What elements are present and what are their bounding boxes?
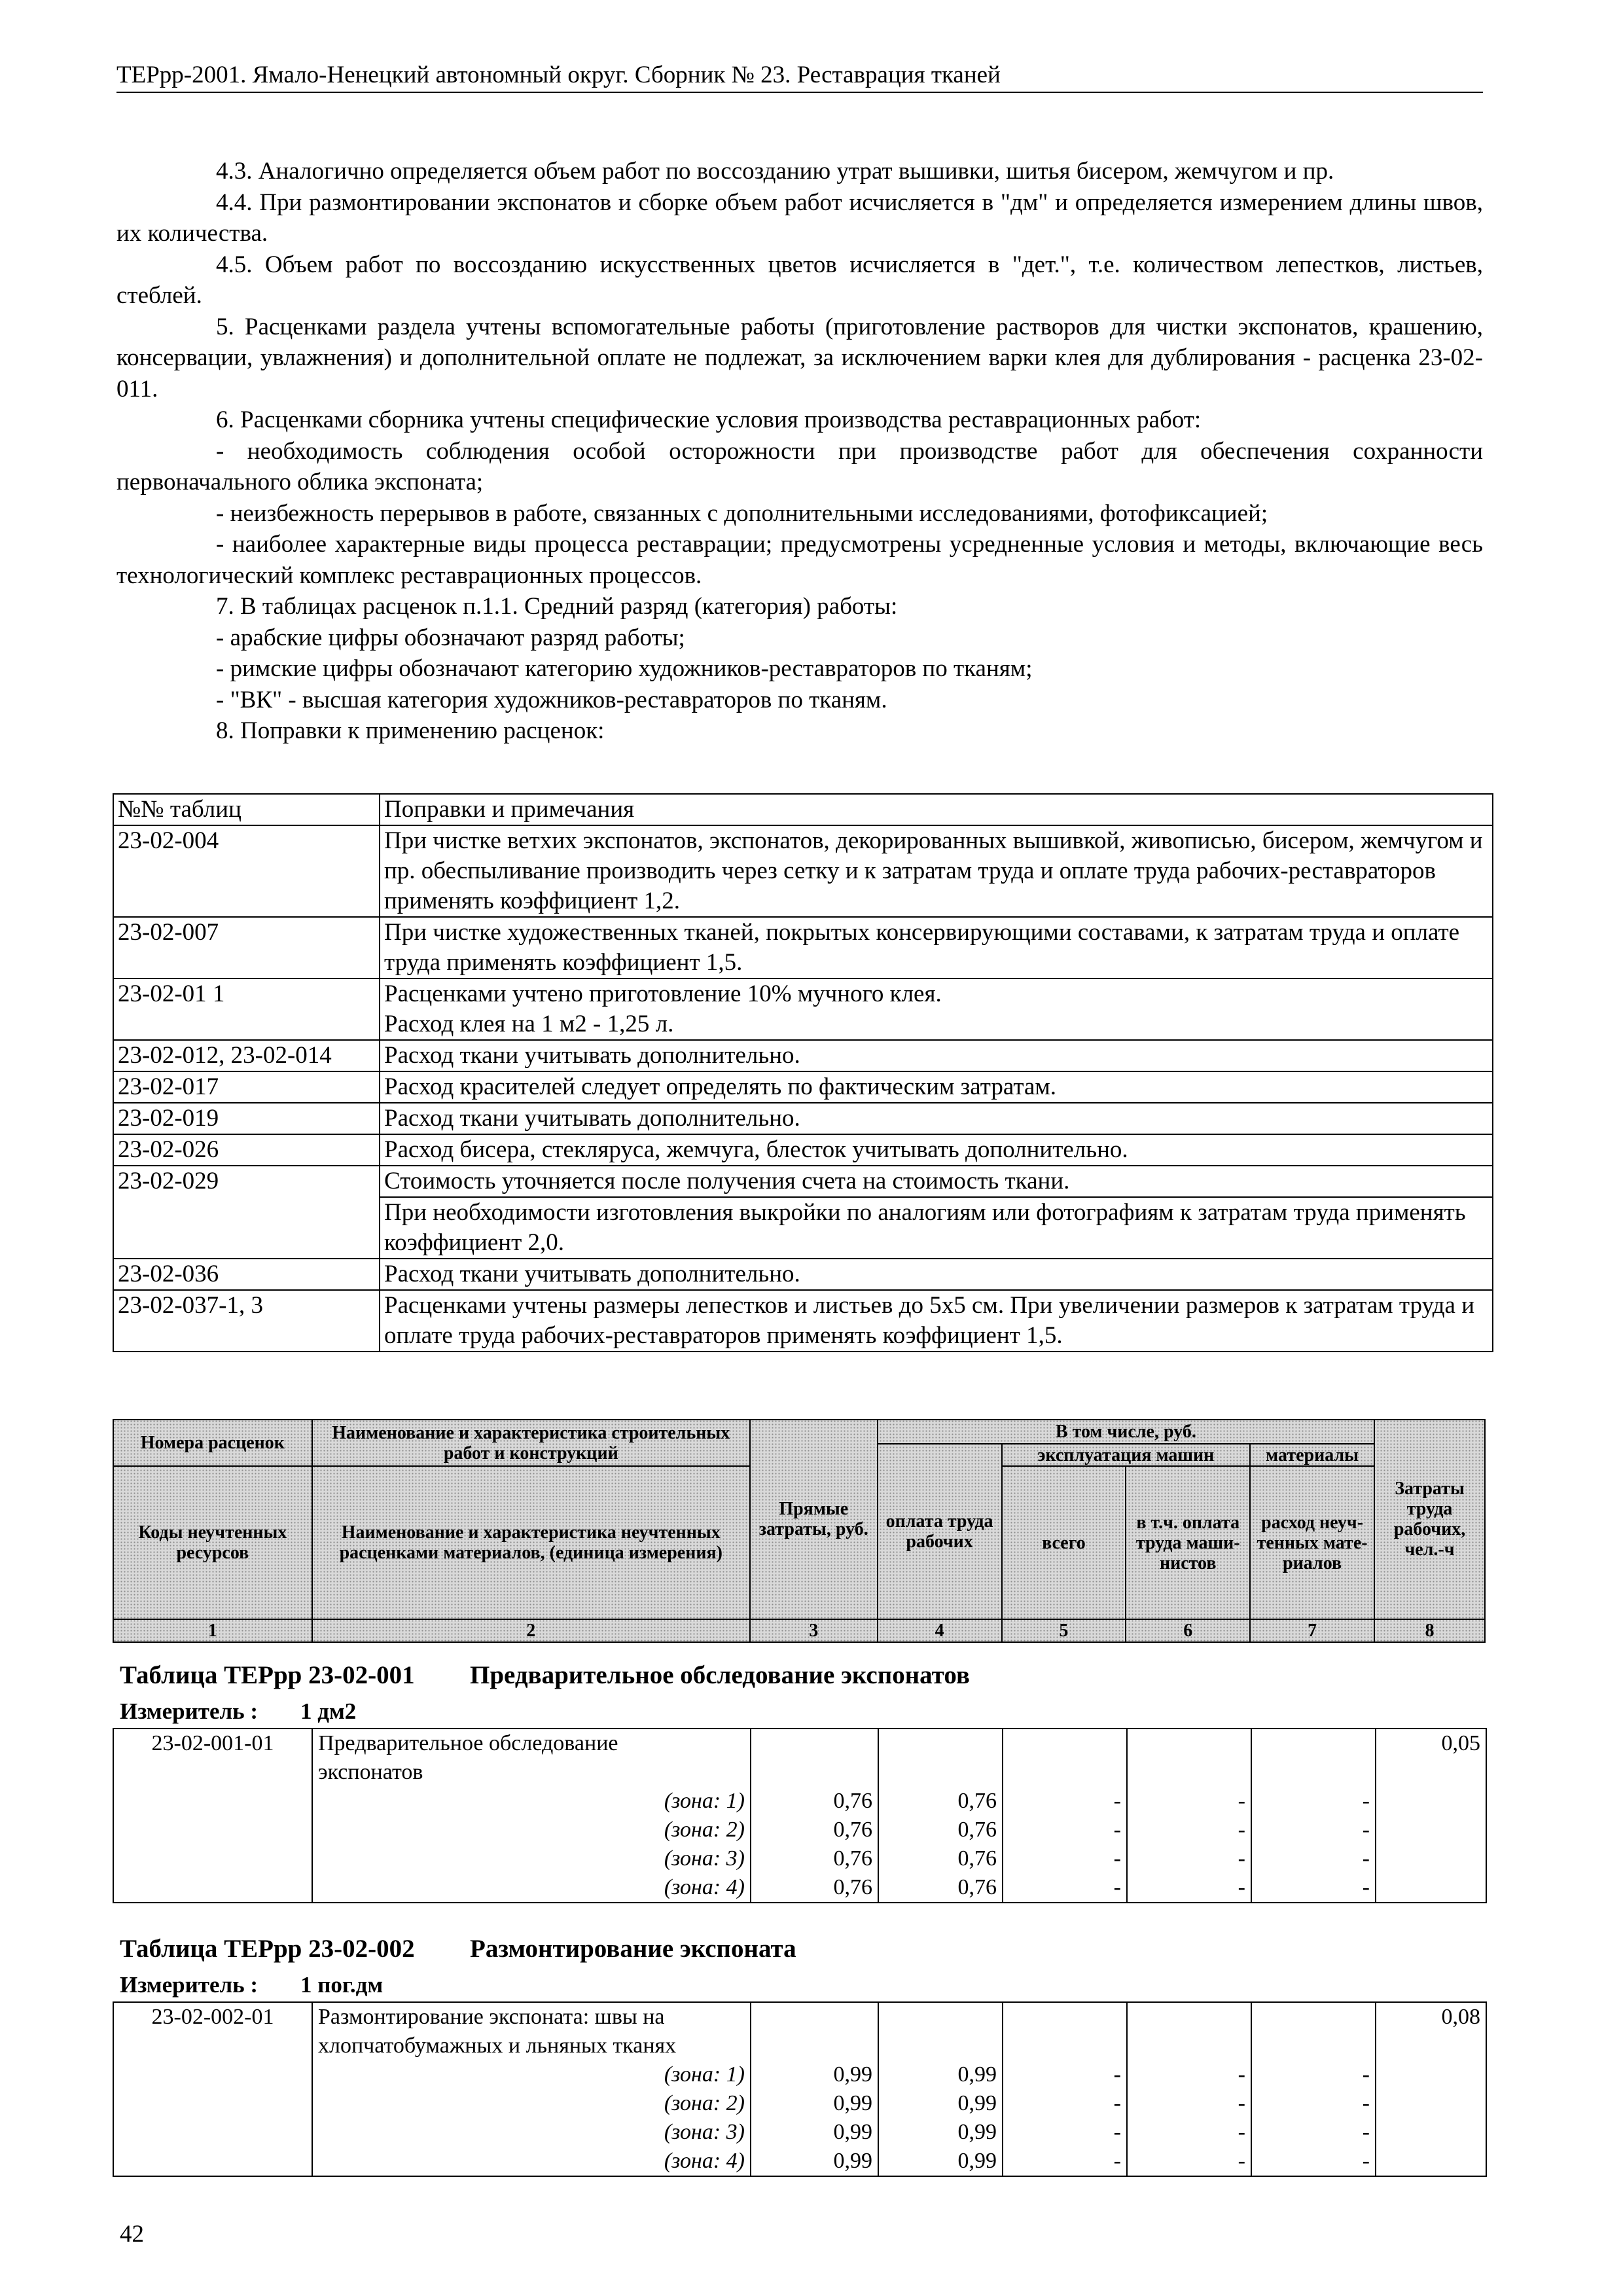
correction-text-cell: Расход ткани учитывать дополнительно. bbox=[380, 1103, 1493, 1134]
page-header: ТЕРрр-2001. Ямало-Ненецкий автономный округ. Сборник № 23. Реставрация тканей bbox=[116, 60, 1483, 93]
table-code-cell: 23-02-029 bbox=[113, 1166, 380, 1259]
table-row bbox=[113, 1259, 1493, 1290]
materials-cost: - bbox=[1251, 1816, 1376, 1844]
table-row bbox=[113, 1290, 1493, 1352]
rate-name-continued: экспонатов bbox=[312, 1758, 751, 1787]
header-direct-costs: Прямые затраты, руб. bbox=[750, 1420, 878, 1619]
materials-cost: - bbox=[1251, 1787, 1376, 1816]
machines-cost: - bbox=[1003, 2089, 1127, 2118]
column-number: 7 bbox=[1250, 1619, 1374, 1642]
correction-text-cell: Расход ткани учитывать дополнительно. bbox=[380, 1259, 1493, 1290]
labor-value: 0,08 bbox=[1376, 2002, 1486, 2032]
table-code: Таблица ТЕРрр 23-02-001 bbox=[120, 1661, 415, 1689]
table-code-cell: 23-02-004 bbox=[113, 825, 380, 917]
note-paragraph: 4.3. Аналогично определяется объем работ по воссозданию утрат вышивки, шитья бисером, жемчугом и пр. bbox=[216, 158, 1334, 185]
rate-name: Размонтирование экспоната: швы на bbox=[312, 2002, 751, 2032]
machinists-wages: - bbox=[1127, 1787, 1251, 1816]
machinists-wages: - bbox=[1127, 2089, 1251, 2118]
unit-label: Измеритель : bbox=[120, 1972, 259, 1998]
page-number: 42 bbox=[120, 2221, 144, 2248]
column-number: 5 bbox=[1002, 1619, 1126, 1642]
table-title bbox=[120, 1660, 970, 1691]
column-number: 8 bbox=[1374, 1619, 1485, 1642]
note-paragraph: 6. Расценками сборника учтены специфические условия производства реставрационных работ: bbox=[216, 406, 1202, 433]
table-row bbox=[113, 1166, 1493, 1197]
table-code-cell: 23-02-01 1 bbox=[113, 978, 380, 1040]
direct-cost: 0,99 bbox=[751, 2089, 878, 2118]
machines-cost: - bbox=[1003, 2147, 1127, 2176]
machines-cost: - bbox=[1003, 2060, 1127, 2089]
materials-cost: - bbox=[1251, 2118, 1376, 2147]
table-row bbox=[113, 2002, 1486, 2032]
table-row bbox=[113, 2147, 1486, 2176]
table-code-cell: 23-02-017 bbox=[113, 1071, 380, 1103]
note-paragraph: 8. Поправки к применению расценок: bbox=[216, 717, 605, 744]
header-labor-costs: Затраты труда рабочих, чел.-ч bbox=[1374, 1420, 1485, 1619]
wages-cost: 0,76 bbox=[878, 1787, 1003, 1816]
table-row bbox=[113, 1758, 1486, 1787]
table-code-cell: 23-02-026 bbox=[113, 1134, 380, 1166]
table-row bbox=[113, 1040, 1493, 1071]
table-code-cell: 23-02-007 bbox=[113, 917, 380, 978]
materials-cost: - bbox=[1251, 2147, 1376, 2176]
unit-label: Измеритель : bbox=[120, 1698, 259, 1724]
note-paragraph: - римские цифры обозначают категорию художников-реставраторов по тканям; bbox=[216, 655, 1033, 682]
unit-line bbox=[120, 1698, 356, 1725]
table-row bbox=[113, 2032, 1486, 2060]
correction-text-cell: Расценками учтены размеры лепестков и листьев до 5х5 см. При увеличении размеров к затратам труда и оплате труда рабочих-реставраторов применять коэффициент 1,5. bbox=[380, 1290, 1493, 1352]
correction-text-cell: Расход бисера, стекляруса, жемчуга, блесток учитывать дополнительно. bbox=[380, 1134, 1493, 1166]
table-row bbox=[113, 2089, 1486, 2118]
machinists-wages: - bbox=[1127, 2060, 1251, 2089]
header-machines: эксплуатация машин bbox=[1002, 1444, 1251, 1466]
table-row bbox=[113, 2118, 1486, 2147]
zone-label: (зона: 4) bbox=[312, 1873, 751, 1903]
correction-text-cell: Расход ткани учитывать дополнительно. bbox=[380, 1040, 1493, 1071]
note-paragraph: - необходимость соблюдения особой осторожности при производстве работ для обеспечения сохранности первоначального облика экспоната; bbox=[116, 437, 1483, 495]
header-including-group: В том числе, руб. bbox=[878, 1420, 1374, 1444]
note-paragraph: 4.4. При размонтировании экспонатов и сборке объем работ исчисляется в "дм" и определяется измерением длины швов, их количества. bbox=[116, 188, 1483, 247]
corrections-header-row bbox=[113, 794, 1493, 825]
correction-text-cell: Расход красителей следует определять по фактическим затратам. bbox=[380, 1071, 1493, 1103]
header-resource-codes: Коды неучтенных ресурсов bbox=[113, 1466, 312, 1619]
table-row bbox=[113, 1787, 1486, 1816]
column-number: 3 bbox=[750, 1619, 878, 1642]
wages-cost: 0,76 bbox=[878, 1844, 1003, 1873]
wages-cost: 0,76 bbox=[878, 1873, 1003, 1903]
table-row bbox=[113, 978, 1493, 1040]
wages-cost: 0,99 bbox=[878, 2147, 1003, 2176]
table-code-cell: 23-02-012, 23-02-014 bbox=[113, 1040, 380, 1071]
table-row bbox=[113, 1134, 1493, 1166]
machines-cost: - bbox=[1003, 2118, 1127, 2147]
rate-name: Предварительное обследование bbox=[312, 1729, 751, 1758]
table-row bbox=[113, 825, 1493, 917]
column-header: №№ таблиц bbox=[113, 794, 380, 825]
correction-text-cell bbox=[380, 978, 1493, 1040]
correction-text-line: Расход клея на 1 м2 - 1,25 л. bbox=[384, 1011, 674, 1037]
correction-text-cell: При чистке художественных тканей, покрытых консервирующими составами, к затратам труда и оплате труда применять коэффициент 1,5. bbox=[380, 917, 1493, 978]
header-materials-name: Наименование и характеристика неучтенных расценками материалов, (единица измерения) bbox=[312, 1466, 750, 1619]
table-title bbox=[120, 1933, 796, 1965]
note-paragraph: - арабские цифры обозначают разряд работы; bbox=[216, 624, 685, 651]
column-number: 2 bbox=[312, 1619, 750, 1642]
note-paragraph: 5. Расценками раздела учтены вспомогательные работы (приготовление растворов для чистки экспонатов, крашению, консервации, увлажнения) и дополнительной оплате не подлежат, за исключением варки клея для дублирования - расценка 23-02-011. bbox=[116, 313, 1483, 403]
direct-cost: 0,76 bbox=[751, 1816, 878, 1844]
direct-cost: 0,76 bbox=[751, 1844, 878, 1873]
header-machinists-wages: в т.ч. оплата труда маши- нистов bbox=[1126, 1466, 1250, 1619]
corrections-table bbox=[113, 793, 1493, 1352]
zone-label: (зона: 1) bbox=[312, 2060, 751, 2089]
materials-cost: - bbox=[1251, 1873, 1376, 1903]
table-row bbox=[113, 1844, 1486, 1873]
materials-cost: - bbox=[1251, 2089, 1376, 2118]
table-code-cell: 23-02-019 bbox=[113, 1103, 380, 1134]
direct-cost: 0,99 bbox=[751, 2118, 878, 2147]
header-machines-total: всего bbox=[1002, 1466, 1126, 1619]
machinists-wages: - bbox=[1127, 2118, 1251, 2147]
table-row bbox=[113, 917, 1493, 978]
wages-cost: 0,99 bbox=[878, 2118, 1003, 2147]
header-rate-numbers: Номера расценок bbox=[113, 1420, 312, 1466]
direct-cost: 0,99 bbox=[751, 2147, 878, 2176]
direct-cost: 0,76 bbox=[751, 1787, 878, 1816]
header-materials: материалы bbox=[1250, 1444, 1374, 1466]
column-number: 1 bbox=[113, 1619, 312, 1642]
table-code: Таблица ТЕРрр 23-02-002 bbox=[120, 1935, 415, 1963]
note-paragraph: - "ВК" - высшая категория художников-реставраторов по тканям. bbox=[216, 686, 887, 713]
rates-table bbox=[113, 2001, 1487, 2177]
zone-label: (зона: 2) bbox=[312, 1816, 751, 1844]
notes-text bbox=[116, 156, 1483, 747]
table-row bbox=[113, 1103, 1493, 1134]
machines-cost: - bbox=[1003, 1873, 1127, 1903]
note-paragraph: - неизбежность перерывов в работе, связанных с дополнительными исследованиями, фотофиксацией; bbox=[216, 499, 1268, 527]
correction-text-line: Расценками учтено приготовление 10% мучного клея. bbox=[384, 980, 942, 1007]
wages-cost: 0,76 bbox=[878, 1816, 1003, 1844]
unit-line bbox=[120, 1971, 383, 1999]
machines-cost: - bbox=[1003, 1844, 1127, 1873]
zone-label: (зона: 2) bbox=[312, 2089, 751, 2118]
table-name: Размонтирование экспоната bbox=[470, 1935, 796, 1963]
note-paragraph: 4.5. Объем работ по воссозданию искусственных цветов исчисляется в "дет.", т.е. количеством лепестков, листьев, стеблей. bbox=[116, 251, 1483, 309]
zone-label: (зона: 1) bbox=[312, 1787, 751, 1816]
labor-value: 0,05 bbox=[1376, 1729, 1486, 1758]
correction-text-cell: При необходимости изготовления выкройки по аналогиям или фотографиям к затратам труда применять коэффициент 2,0. bbox=[380, 1197, 1493, 1259]
zone-label: (зона: 4) bbox=[312, 2147, 751, 2176]
rates-table bbox=[113, 1728, 1487, 1903]
unit-value: 1 дм2 bbox=[300, 1698, 357, 1724]
column-header: Поправки и примечания bbox=[380, 794, 1493, 825]
table-row bbox=[113, 2060, 1486, 2089]
header-materials-consumption: расход неуч- тенных мате- риалов bbox=[1250, 1466, 1374, 1619]
column-number: 6 bbox=[1126, 1619, 1250, 1642]
direct-cost: 0,99 bbox=[751, 2060, 878, 2089]
materials-cost: - bbox=[1251, 2060, 1376, 2089]
header-work-name: Наименование и характеристика строительных работ и конструкций bbox=[312, 1420, 750, 1466]
rates-column-header-table bbox=[113, 1419, 1486, 1643]
zone-label: (зона: 3) bbox=[312, 2118, 751, 2147]
rate-code: 23-02-002-01 bbox=[113, 2002, 312, 2032]
note-paragraph: 7. В таблицах расценок п.1.1. Средний разряд (категория) работы: bbox=[216, 593, 898, 620]
machinists-wages: - bbox=[1127, 1844, 1251, 1873]
wages-cost: 0,99 bbox=[878, 2060, 1003, 2089]
table-code-cell: 23-02-036 bbox=[113, 1259, 380, 1290]
correction-text-cell: Стоимость уточняется после получения счета на стоимость ткани. bbox=[380, 1166, 1493, 1197]
materials-cost: - bbox=[1251, 1844, 1376, 1873]
table-code-cell: 23-02-037-1, 3 bbox=[113, 1290, 380, 1352]
machines-cost: - bbox=[1003, 1787, 1127, 1816]
table-row bbox=[113, 1729, 1486, 1758]
zone-label: (зона: 3) bbox=[312, 1844, 751, 1873]
table-row bbox=[113, 1816, 1486, 1844]
machinists-wages: - bbox=[1127, 1873, 1251, 1903]
rate-name-continued: хлопчатобумажных и льняных тканях bbox=[312, 2032, 751, 2060]
table-row bbox=[113, 1873, 1486, 1903]
table-row bbox=[113, 1071, 1493, 1103]
header-wages: оплата труда рабочих bbox=[878, 1444, 1002, 1619]
machinists-wages: - bbox=[1127, 2147, 1251, 2176]
table-name: Предварительное обследование экспонатов bbox=[470, 1661, 970, 1689]
direct-cost: 0,76 bbox=[751, 1873, 878, 1903]
wages-cost: 0,99 bbox=[878, 2089, 1003, 2118]
machines-cost: - bbox=[1003, 1816, 1127, 1844]
correction-text-cell: При чистке ветхих экспонатов, экспонатов, декорированных вышивкой, живописью, бисером, жемчугом и пр. обеспыливание производить через сетку и к затратам труда и оплате труда рабочих-реставраторов применять коэффициент 1,2. bbox=[380, 825, 1493, 917]
machinists-wages: - bbox=[1127, 1816, 1251, 1844]
column-number: 4 bbox=[878, 1619, 1002, 1642]
unit-value: 1 пог.дм bbox=[300, 1972, 383, 1998]
note-paragraph: - наиболее характерные виды процесса реставрации; предусмотрены усредненные условия и методы, включающие весь технологический комплекс реставрационных процессов. bbox=[116, 531, 1483, 589]
rate-code: 23-02-001-01 bbox=[113, 1729, 312, 1758]
